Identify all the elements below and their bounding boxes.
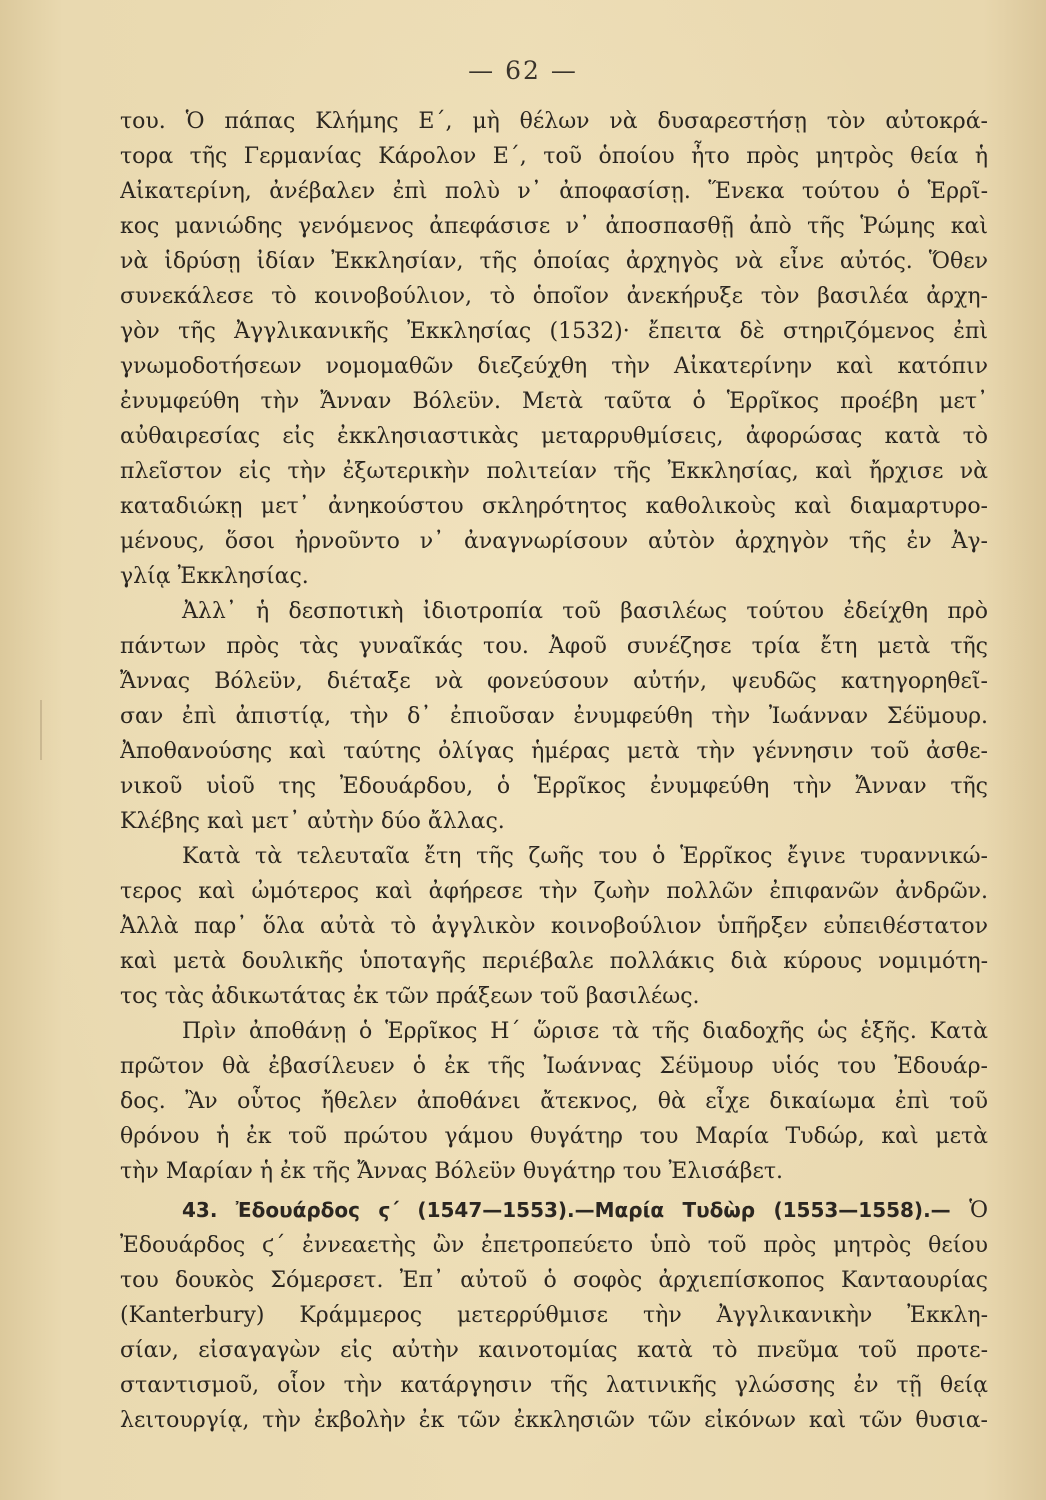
text-line: πάντων πρὸς τὰς γυναῖκάς του. Ἀφοῦ συνέζησε τρία ἔτη μετὰ τῆς [120, 634, 988, 659]
text-line: νὰ ἱδρύσῃ ἰδίαν Ἐκκλησίαν, τῆς ὁποίας ἀρχηγὸς νὰ εἶνε αὐτός. Ὅθεν [120, 249, 988, 274]
text-line: καταδιώκῃ μετ᾿ ἀνηκούστου σκληρότητος καθολικοὺς καὶ διαμαρτυρο- [120, 494, 988, 519]
text-line: του. Ὁ πάπας Κλήμης Ε΄, μὴ θέλων νὰ δυσαρεστήσῃ τὸν αὐτοκρά- [120, 109, 988, 134]
text-line: γὸν τῆς Ἀγγλικανικῆς Ἐκκλησίας (1532)· ἔπειτα δὲ στηριζόμενος ἐπὶ [120, 319, 988, 344]
text-line: Πρὶν ἀποθάνῃ ὁ Ἑρρῖκος Η΄ ὥρισε τὰ τῆς διαδοχῆς ὡς ἑξῆς. Κατὰ [182, 1019, 988, 1044]
text-line: ἐνυμφεύθη τὴν Ἄνναν Βόλεϋν. Μετὰ ταῦτα ὁ Ἑρρῖκος προέβη μετ᾿ [120, 389, 988, 414]
text-line: πρῶτον θὰ ἐβασίλευεν ὁ ἐκ τῆς Ἰωάννας Σέϋμουρ υἱός του Ἐδουάρ- [120, 1054, 988, 1079]
text-line: (Kanterbury) Κράμμερος μετερρύθμισε τὴν Ἀγγλικανικὴν Ἐκκλη- [120, 1303, 988, 1328]
text-line: Ἐδουάρδος ϛ΄ ἐννεαετὴς ὢν ἐπετροπεύετο ὑπὸ τοῦ πρὸς μητρὸς θείου [120, 1233, 988, 1258]
text-line: Ἀλλὰ παρ᾿ ὅλα αὐτὰ τὸ ἀγγλικὸν κοινοβούλιον ὑπῆρξεν εὐπειθέστατον [120, 914, 988, 939]
section-heading-line [120, 1193, 988, 1228]
margin-smudge [40, 700, 42, 760]
text-line: Ἄννας Βόλεϋν, διέταξε νὰ φονεύσουν αὐτήν, ψευδῶς κατηγορηθεῖ- [120, 669, 988, 694]
text-line: νικοῦ υἱοῦ της Ἐδουάρδου, ὁ Ἑρρῖκος ἐνυμφεύθη τὴν Ἄνναν τῆς [120, 774, 988, 799]
text-line: μένους, ὅσοι ἠρνοῦντο ν᾿ ἀναγνωρίσουν αὐτὸν ἀρχηγὸν τῆς ἐν Ἀγ- [120, 529, 988, 554]
text-line: κος μανιώδης γενόμενος ἀπεφάσισε ν᾿ ἀποσπασθῇ ἀπὸ τῆς Ῥώμης καὶ [120, 214, 988, 239]
text-line: τορα τῆς Γερμανίας Κάρολον Ε΄, τοῦ ὁποίου ἦτο πρὸς μητρὸς θεία ἡ [120, 144, 988, 169]
text-line: Ἀλλ᾿ ἡ δεσποτικὴ ἰδιοτροπία τοῦ βασιλέως τούτου ἐδείχθη πρὸ [182, 599, 988, 624]
body-text [120, 104, 988, 1438]
text-line: πλεῖστον εἰς τὴν ἐξωτερικὴν πολιτείαν τῆς Ἐκκλησίας, καὶ ἤρχισε νὰ [120, 459, 988, 484]
text-line: Κατὰ τὰ τελευταῖα ἔτη τῆς ζωῆς του ὁ Ἑρρῖκος ἔγινε τυραννικώ- [182, 844, 988, 869]
text-line: γνωμοδοτήσεων νομομαθῶν διεζεύχθη τὴν Αἰκατερίνην καὶ κατόπιν [120, 354, 988, 379]
text-line: σταντισμοῦ, οἷον τὴν κατάργησιν τῆς λατινικῆς γλώσσης ἐν τῇ θείᾳ [120, 1373, 988, 1398]
text-line: σίαν, εἰσαγαγὼν εἰς αὐτὴν καινοτομίας κατὰ τὸ πνεῦμα τοῦ προτε- [120, 1338, 988, 1363]
paragraph-4 [120, 1014, 988, 1189]
text-line: Κλέβης καὶ μετ᾿ αὐτὴν δύο ἄλλας. [120, 809, 505, 834]
text-line: τος τὰς ἀδικωτάτας ἐκ τῶν πράξεων τοῦ βασιλέως. [120, 984, 700, 1009]
paragraph-2 [120, 594, 988, 839]
paragraph-1 [120, 104, 988, 594]
section-heading: 43. Ἐδουάρδος ϛ΄ (1547—1553).—Μαρία Τυδὼρ (1553—1558).— [182, 1198, 951, 1222]
text-line: θρόνου ἡ ἐκ τοῦ πρώτου γάμου θυγάτηρ του Μαρία Τυδώρ, καὶ μετὰ [120, 1124, 988, 1149]
text-line: τὴν Μαρίαν ἡ ἐκ τῆς Ἄννας Βόλεϋν θυγάτηρ του Ἐλισάβετ. [120, 1159, 784, 1184]
text-line: αὐθαιρεσίας εἰς ἐκκλησιαστικὰς μεταρρυθμίσεις, ἀφορώσας κατὰ τὸ [120, 424, 988, 449]
text-line: δος. Ἂν οὗτος ἤθελεν ἀποθάνει ἄτεκνος, θὰ εἶχε δικαίωμα ἐπὶ τοῦ [120, 1089, 988, 1114]
section-heading-tail: Ὁ [969, 1198, 988, 1223]
text-line: λειτουργίᾳ, τὴν ἐκβολὴν ἐκ τῶν ἐκκλησιῶν τῶν εἰκόνων καὶ τῶν θυσια- [120, 1408, 988, 1433]
text-line: του δουκὸς Σόμερσετ. Ἐπ᾿ αὐτοῦ ὁ σοφὸς ἀρχιεπίσκοπος Κανταουρίας [120, 1268, 988, 1293]
paragraph-3 [120, 839, 988, 1014]
text-line: καὶ μετὰ δουλικῆς ὑποταγῆς περιέβαλε πολλάκις διὰ κύρους νομιμότη- [120, 949, 988, 974]
text-line: Αἰκατερίνη, ἀνέβαλεν ἐπὶ πολὺ ν᾿ ἀποφασίσῃ. Ἕνεκα τούτου ὁ Ἑρρῖ- [120, 179, 988, 204]
text-line: συνεκάλεσε τὸ κοινοβούλιον, τὸ ὁποῖον ἀνεκήρυξε τὸν βασιλέα ἀρχη- [120, 284, 988, 309]
section-43 [120, 1193, 988, 1438]
text-line: σαν ἐπὶ ἀπιστίᾳ, τὴν δ᾿ ἐπιοῦσαν ἐνυμφεύθη τὴν Ἰωάνναν Σέϋμουρ. [120, 704, 988, 729]
page-number: — 62 — [468, 56, 578, 85]
text-line: τερος καὶ ὠμότερος καὶ ἀφήρεσε τὴν ζωὴν πολλῶν ἐπιφανῶν ἀνδρῶν. [120, 879, 988, 904]
text-line: γλίᾳ Ἐκκλησίας. [120, 564, 309, 589]
text-line: Ἀποθανούσης καὶ ταύτης ὀλίγας ἡμέρας μετὰ τὴν γέννησιν τοῦ ἀσθε- [120, 739, 988, 764]
